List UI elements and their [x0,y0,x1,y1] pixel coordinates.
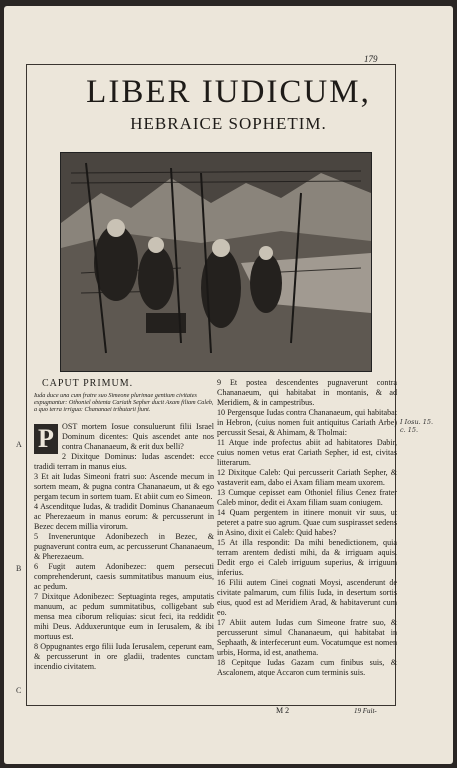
verse: 11 Atque inde profectus abiit ad habitatores Dabir, cuius nomen vetus erat Cariath Sepher, id est, civitas litterarum. [217,438,397,467]
left-column [34,378,214,672]
chapter-heading: CAPUT PRIMUM. [42,378,134,389]
verse: 18 Cepitque Iudas Gazam cum finibus suis, & Ascalonem, atque Accaron cum terminis suis. [217,658,397,677]
signature-mark: M 2 [276,706,290,715]
verse: 12 Dixitque Caleb: Qui percusserit Cariath Sepher, & vastaverit eam, dabo ei Axam filiam meam uxorem. [217,468,397,487]
right-text [217,378,397,678]
drop-cap: P [34,424,58,454]
woodcut-battle-scene-icon [61,153,371,371]
verse: 2 Dixitque Dominus: Iudas ascendet: ecce tradidi terram in manus eius. [34,452,214,471]
verse: 17 Abiit autem Iudas cum Simeone fratre suo, & percusserunt simul Chananaeum, qui habitabat in Sephaath, & interfecerunt eum. Vocatumque est nomen urbis, Horma, id est, anathema. [217,618,397,657]
verse: 7 Dixitque Adonibezec: Septuaginta reges, amputatis manuum, ac pedum summitatibus, colligebant sub mensa mea ciborum reliquias: sicut feci, ita reddidit mihi Deus. Adduxeruntque eum in Ierusalem, & ibi mortuus est. [34,592,214,641]
verse: OST mortem Iosue consuluerunt filii Israel Dominum dicentes: Quis ascendet ante nos contra Chananaeum, & erit dux belli? [62,422,214,451]
right-column [217,378,397,678]
verse: 6 Fugit autem Adonibezec: quem persecuti comprehenderunt, caesis summitatibus manuum eius, ac pedum. [34,562,214,591]
catchword: 19 Fuit- [354,707,377,715]
margin-letter: C [16,686,22,695]
margin-letter: B [16,564,22,573]
verse: 15 At illa respondit: Da mihi benedictionem, quia terram arentem dedisti mihi, da & irriguam aquis. Dedit ergo ei Caleb irriguum superius, & irriguum inferius. [217,538,397,577]
verse: 13 Cumque cepisset eam Othoniel filius Cenez frater Caleb minor, dedit ei Axam filiam suam coniugem. [217,488,397,507]
chapter-summary: Iuda duce una cum fratre suo Simeone plurimae gentium civitates expugnantur: Othoniel obtenta Cariath Sepher ducit Axam filiam Caleb, a quo terra irrigua: Chananaei tributarii fiunt. [34,392,214,414]
page-subtitle: HEBRAICE SOPHETIM. [130,114,327,133]
verse: 5 Inveneruntque Adonibezech in Bezec, & pugnaverunt contra eum, ac percusserunt Chananaeum, & Pherezaeum. [34,532,214,561]
book-page [4,6,453,764]
verse: 14 Quam pergentem in itinere monuit vir suus, ut peteret a patre suo agrum. Quae cum suspirasset sedens in Asino, dixit ei Caleb: Quid habes? [217,508,397,537]
margin-reference: I Iosu. 15. c. 15. [400,418,434,434]
verse: 16 Filii autem Cinei cognati Moysi, ascenderunt de civitate palmarum, cum filiis Iuda, in desertum sortis eius, quod est ad Meridiem Arad, & habitaverunt cum eo. [217,578,397,617]
verse: 4 Ascenditque Iudas, & tradidit Dominus Chananaeum ac Pherezaeum in manus eorum: & percusserunt in Bezec decem millia virorum. [34,502,214,531]
page-number: 179 [364,54,378,64]
woodcut-illustration [60,152,372,372]
verse: 8 Oppugnantes ergo filii Iuda Ierusalem, ceperunt eam, & percusserunt in ore gladii, tradentes cunctam incendio civitatem. [34,642,214,671]
verse: 3 Et ait Iudas Simeoni fratri suo: Ascende mecum in sortem meam, & pugna contra Chananaeum, ut & ego pergam tecum in sortem tuam. Et abiit cum eo Simeon. [34,472,214,501]
margin-letter: A [16,440,22,449]
verse: 9 Et postea descendentes pugnaverunt contra Chananaeum, qui habitabat in montanis, & ad Meridiem, & in campestribus. [217,378,397,407]
page-title: LIBER IUDICUM, [86,74,371,110]
left-text [34,422,214,672]
verse: 10 Pergensque Iudas contra Chananaeum, qui habitabat in Hebron, (cuius nomen fuit antiquitus Cariath Arbe) percussit Sesai, & Ahimam, & Tholmai: [217,408,397,437]
